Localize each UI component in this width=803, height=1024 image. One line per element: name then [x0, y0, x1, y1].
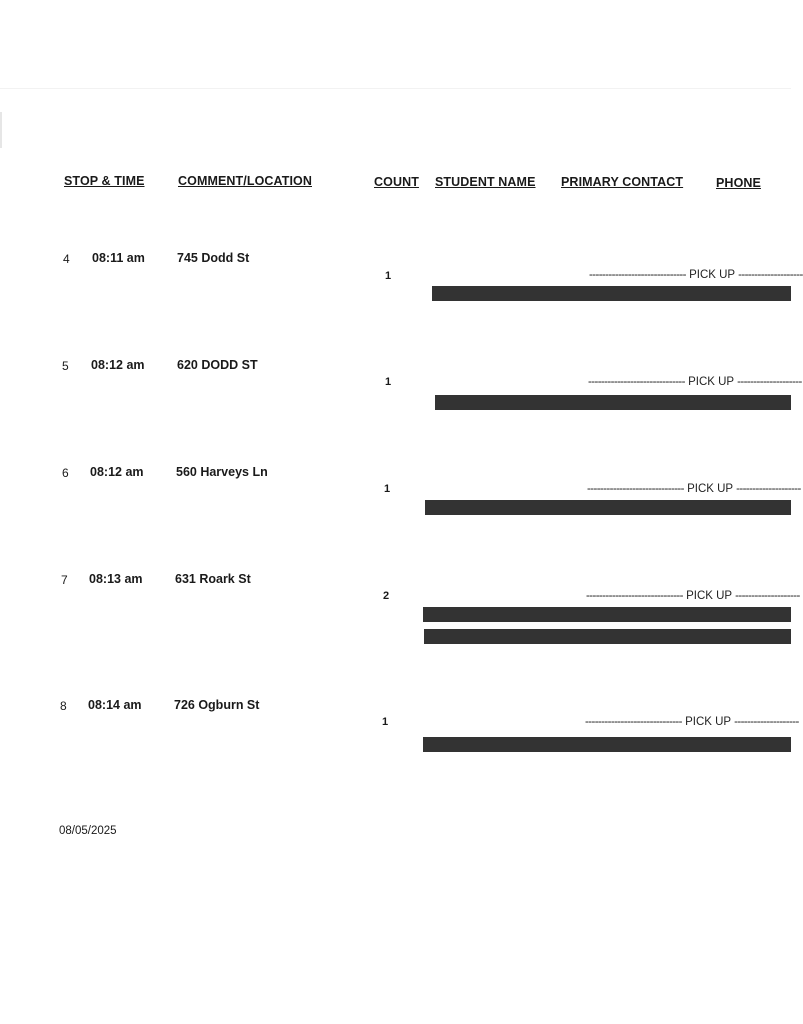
dash-rule: -------------------- — [735, 590, 800, 602]
scan-edge-line — [0, 88, 791, 89]
stop-count: 1 — [384, 483, 391, 495]
redaction-bar — [423, 737, 791, 752]
pickup-label: PICK UP — [687, 483, 733, 495]
stop-count: 1 — [385, 270, 392, 282]
dash-rule: -------------------- — [737, 376, 802, 388]
stop-time: 08:13 am — [89, 572, 143, 586]
pickup-marker — [586, 590, 800, 602]
dash-rule: ------------------------------ — [589, 269, 686, 281]
header-count: COUNT — [374, 175, 419, 189]
pickup-marker — [587, 483, 801, 495]
stop-time: 08:14 am — [88, 698, 142, 712]
stop-number: 7 — [61, 573, 68, 587]
redaction-bar — [423, 607, 791, 622]
stop-number: 6 — [62, 466, 69, 480]
dash-rule: -------------------- — [738, 269, 803, 281]
stop-number: 8 — [60, 699, 67, 713]
stop-count: 1 — [382, 716, 389, 728]
dash-rule: ------------------------------ — [588, 376, 685, 388]
dash-rule: ------------------------------ — [585, 716, 682, 728]
pickup-label: PICK UP — [686, 590, 732, 602]
pickup-label: PICK UP — [689, 269, 735, 281]
pickup-marker — [588, 376, 802, 388]
stop-location: 620 DODD ST — [177, 358, 258, 372]
stop-count: 2 — [383, 590, 390, 602]
dash-rule: -------------------- — [734, 716, 799, 728]
stop-location: 560 Harveys Ln — [176, 465, 268, 479]
redaction-bar — [425, 500, 791, 515]
stop-time: 08:12 am — [91, 358, 145, 372]
stop-number: 4 — [63, 252, 70, 266]
redaction-bar — [424, 629, 791, 644]
pickup-marker — [585, 716, 799, 728]
footer-date: 08/05/2025 — [59, 825, 117, 837]
header-phone: PHONE — [716, 176, 761, 190]
stop-location: 631 Roark St — [175, 572, 251, 586]
pickup-label: PICK UP — [688, 376, 734, 388]
dash-rule: ------------------------------ — [587, 483, 684, 495]
header-primary-contact: PRIMARY CONTACT — [561, 175, 684, 189]
stop-time: 08:11 am — [92, 251, 145, 265]
header-stop-time: STOP & TIME — [64, 174, 145, 188]
stop-number: 5 — [62, 359, 69, 373]
scan-edge-mark — [0, 112, 2, 148]
stop-location: 745 Dodd St — [177, 251, 250, 265]
dash-rule: ------------------------------ — [586, 590, 683, 602]
pickup-label: PICK UP — [685, 716, 731, 728]
redaction-bar — [435, 395, 791, 410]
dash-rule: -------------------- — [736, 483, 801, 495]
stop-count: 1 — [385, 376, 392, 388]
pickup-marker — [589, 269, 803, 281]
header-student-name: STUDENT NAME — [435, 175, 536, 189]
redaction-bar — [432, 286, 791, 301]
header-comment-location: COMMENT/LOCATION — [178, 174, 312, 188]
stop-time: 08:12 am — [90, 465, 144, 479]
stop-location: 726 Ogburn St — [174, 698, 260, 712]
